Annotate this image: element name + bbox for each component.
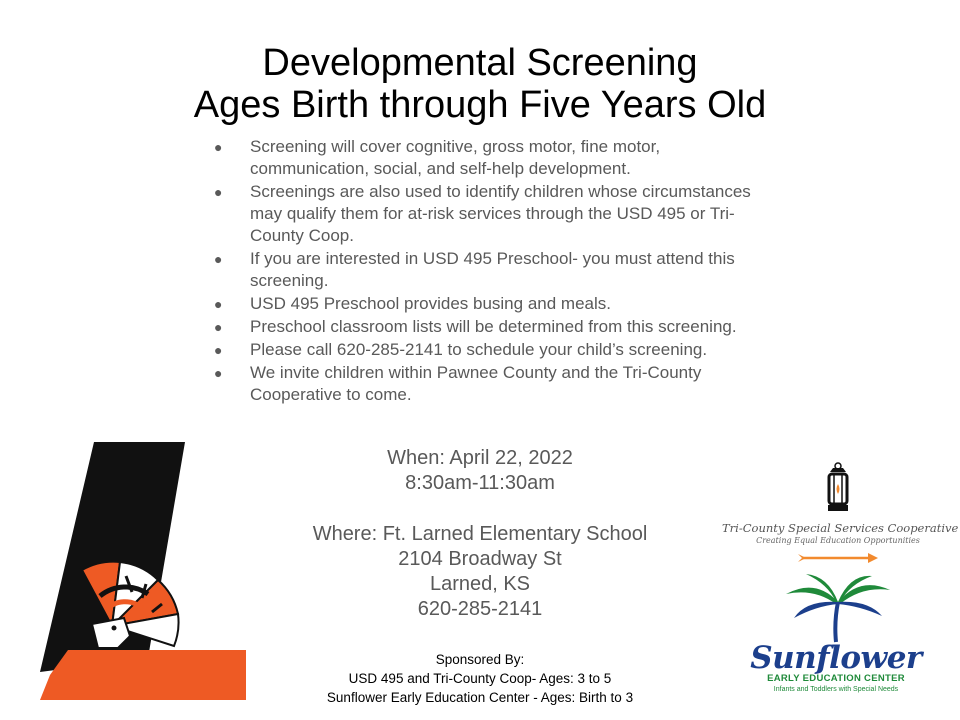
event-details [280,446,680,622]
bullet-icon: ● [214,251,223,267]
list-item: ● We invite children within Pawnee County and the Tri-County Cooperative to come. [214,363,702,404]
event-location: Where: Ft. Larned Elementary School [312,523,648,545]
title-line-1: Developmental Screening [262,42,698,84]
bullet-icon: ● [214,296,223,312]
event-date: When: April 22, 2022 [387,447,573,469]
title-line-2: Ages Birth through Five Years Old [193,84,767,126]
sunflower-tagline: Infants and Toddlers with Special Needs [773,686,899,693]
event-time: 8:30am-11:30am [405,472,555,494]
sunflower-logo [748,572,924,694]
flyer-title [0,42,960,126]
list-item: ● Please call 620-285-2141 to schedule your child’s screening. [214,340,708,359]
sunflower-subtitle: EARLY EDUCATION CENTER [767,673,905,684]
event-phone: 620-285-2141 [417,598,543,620]
palm-icon [776,572,896,644]
bullet-icon: ● [214,184,223,200]
sponsor-line-2: Sunflower Early Education Center - Ages: Birth to 3 [326,690,634,705]
bullet-icon: ● [214,319,223,335]
sponsor-block [250,650,710,707]
list-item: ● Screenings are also used to identify children whose circumstances may qualify them for at-risk services through the USD 495 or Tri-County Coop. [214,182,751,245]
larned-indians-logo-icon [40,440,250,707]
sponsor-line-1: USD 495 and Tri-County Coop- Ages: 3 to 5 [348,671,612,686]
bullet-icon: ● [214,342,223,358]
bullet-icon: ● [214,365,223,381]
list-item: ● Screening will cover cognitive, gross motor, fine motor, communication, social, and self-help development. [214,137,661,178]
arrow-icon [798,551,878,565]
sunflower-name: Sunflower [750,640,922,676]
sponsor-heading: Sponsored By: [435,652,525,667]
event-address: 2104 Broadway St [398,548,562,570]
tri-county-name: Tri-County Special Services Cooperative [722,521,959,535]
list-item: ● If you are interested in USD 495 Preschool- you must attend this screening. [214,249,735,290]
list-item: ● Preschool classroom lists will be determined from this screening. [214,317,737,336]
lantern-icon [823,462,853,514]
bullet-icon: ● [214,139,223,155]
list-item: ● USD 495 Preschool provides busing and meals. [214,294,611,313]
info-bullet-list [210,136,770,407]
event-city: Larned, KS [429,573,531,595]
tri-county-tagline: Creating Equal Education Opportunities [756,536,920,545]
tri-county-logo [722,462,959,570]
